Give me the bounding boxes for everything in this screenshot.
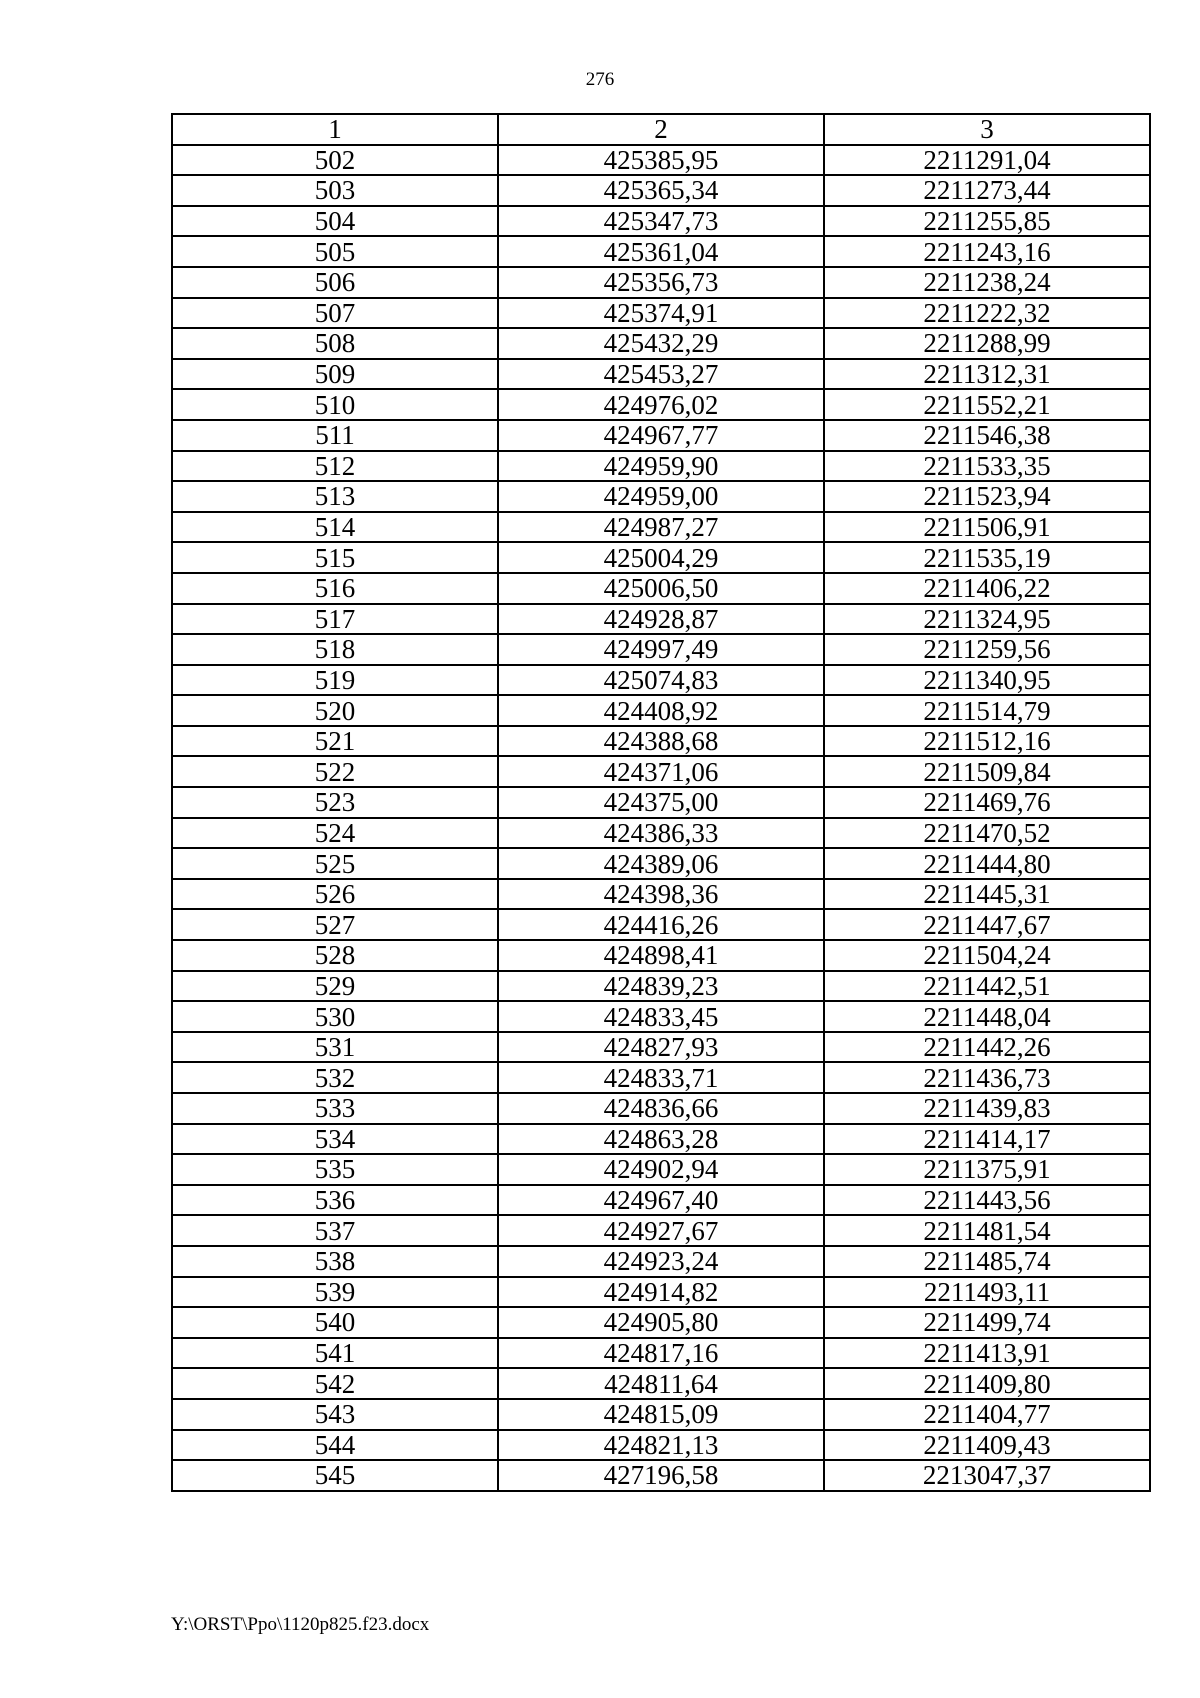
x-coordinate-cell: 425365,34 — [498, 175, 824, 206]
table-row — [172, 695, 1150, 726]
y-coordinate-cell: 2211255,85 — [824, 206, 1150, 237]
table-row — [172, 328, 1150, 359]
y-coordinate-cell: 2211413,91 — [824, 1338, 1150, 1369]
y-coordinate-cell: 2211409,80 — [824, 1368, 1150, 1399]
table-row — [172, 298, 1150, 329]
point-number-cell: 505 — [172, 236, 498, 267]
point-number-cell: 536 — [172, 1185, 498, 1216]
point-number-cell: 528 — [172, 940, 498, 971]
point-number-cell: 522 — [172, 756, 498, 787]
point-number-cell: 506 — [172, 267, 498, 298]
y-coordinate-cell: 2211469,76 — [824, 787, 1150, 818]
x-coordinate-cell: 424905,80 — [498, 1307, 824, 1338]
point-number-cell: 509 — [172, 359, 498, 390]
point-number-cell: 507 — [172, 298, 498, 329]
point-number-cell: 529 — [172, 971, 498, 1002]
x-coordinate-cell: 424815,09 — [498, 1399, 824, 1430]
table-row — [172, 206, 1150, 237]
y-coordinate-cell: 2211259,56 — [824, 634, 1150, 665]
y-coordinate-cell: 2211406,22 — [824, 573, 1150, 604]
y-coordinate-cell: 2211535,19 — [824, 542, 1150, 573]
table-row — [172, 634, 1150, 665]
table-row — [172, 1277, 1150, 1308]
table-row — [172, 909, 1150, 940]
table-row — [172, 818, 1150, 849]
y-coordinate-cell: 2211481,54 — [824, 1215, 1150, 1246]
point-number-cell: 508 — [172, 328, 498, 359]
table-row — [172, 1399, 1150, 1430]
point-number-cell: 524 — [172, 818, 498, 849]
y-coordinate-cell: 2211243,16 — [824, 236, 1150, 267]
x-coordinate-cell: 425004,29 — [498, 542, 824, 573]
point-number-cell: 526 — [172, 879, 498, 910]
y-coordinate-cell: 2211448,04 — [824, 1001, 1150, 1032]
point-number-cell: 518 — [172, 634, 498, 665]
point-number-cell: 521 — [172, 726, 498, 757]
table-row — [172, 756, 1150, 787]
y-coordinate-cell: 2211222,32 — [824, 298, 1150, 329]
table-row — [172, 359, 1150, 390]
x-coordinate-cell: 424976,02 — [498, 389, 824, 420]
y-coordinate-cell: 2211288,99 — [824, 328, 1150, 359]
table-row — [172, 787, 1150, 818]
y-coordinate-cell: 2211324,95 — [824, 604, 1150, 635]
x-coordinate-cell: 424914,82 — [498, 1277, 824, 1308]
table-row — [172, 726, 1150, 757]
point-number-cell: 523 — [172, 787, 498, 818]
table-row — [172, 267, 1150, 298]
x-coordinate-cell: 424398,36 — [498, 879, 824, 910]
point-number-cell: 535 — [172, 1154, 498, 1185]
x-coordinate-cell: 424923,24 — [498, 1246, 824, 1277]
y-coordinate-cell: 2211533,35 — [824, 451, 1150, 482]
y-coordinate-cell: 2211523,94 — [824, 481, 1150, 512]
x-coordinate-cell: 424959,00 — [498, 481, 824, 512]
x-coordinate-cell: 425385,95 — [498, 145, 824, 176]
point-number-cell: 533 — [172, 1093, 498, 1124]
x-coordinate-cell: 427196,58 — [498, 1460, 824, 1491]
point-number-cell: 512 — [172, 451, 498, 482]
table-row — [172, 940, 1150, 971]
point-number-cell: 516 — [172, 573, 498, 604]
table-row — [172, 879, 1150, 910]
point-number-cell: 520 — [172, 695, 498, 726]
column-header-3: 3 — [824, 114, 1150, 145]
y-coordinate-cell: 2211409,43 — [824, 1430, 1150, 1461]
x-coordinate-cell: 424375,00 — [498, 787, 824, 818]
x-coordinate-cell: 424967,77 — [498, 420, 824, 451]
table-row — [172, 1124, 1150, 1155]
y-coordinate-cell: 2211504,24 — [824, 940, 1150, 971]
table-row — [172, 1368, 1150, 1399]
y-coordinate-cell: 2211375,91 — [824, 1154, 1150, 1185]
table-row — [172, 1215, 1150, 1246]
point-number-cell: 519 — [172, 665, 498, 696]
y-coordinate-cell: 2211442,26 — [824, 1032, 1150, 1063]
y-coordinate-cell: 2211340,95 — [824, 665, 1150, 696]
x-coordinate-cell: 424987,27 — [498, 512, 824, 543]
point-number-cell: 503 — [172, 175, 498, 206]
y-coordinate-cell: 2211447,67 — [824, 909, 1150, 940]
point-number-cell: 532 — [172, 1062, 498, 1093]
x-coordinate-cell: 424821,13 — [498, 1430, 824, 1461]
y-coordinate-cell: 2211273,44 — [824, 175, 1150, 206]
x-coordinate-cell: 424927,67 — [498, 1215, 824, 1246]
x-coordinate-cell: 424833,71 — [498, 1062, 824, 1093]
x-coordinate-cell: 425361,04 — [498, 236, 824, 267]
table-row — [172, 1307, 1150, 1338]
table-row — [172, 145, 1150, 176]
x-coordinate-cell: 425356,73 — [498, 267, 824, 298]
y-coordinate-cell: 2211442,51 — [824, 971, 1150, 1002]
point-number-cell: 530 — [172, 1001, 498, 1032]
point-number-cell: 543 — [172, 1399, 498, 1430]
x-coordinate-cell: 424967,40 — [498, 1185, 824, 1216]
point-number-cell: 538 — [172, 1246, 498, 1277]
point-number-cell: 534 — [172, 1124, 498, 1155]
table-row — [172, 451, 1150, 482]
table-row — [172, 236, 1150, 267]
point-number-cell: 527 — [172, 909, 498, 940]
table-row — [172, 665, 1150, 696]
point-number-cell: 545 — [172, 1460, 498, 1491]
y-coordinate-cell: 2211493,11 — [824, 1277, 1150, 1308]
point-number-cell: 504 — [172, 206, 498, 237]
x-coordinate-cell: 424997,49 — [498, 634, 824, 665]
y-coordinate-cell: 2211443,56 — [824, 1185, 1150, 1216]
y-coordinate-cell: 2211291,04 — [824, 145, 1150, 176]
x-coordinate-cell: 424408,92 — [498, 695, 824, 726]
y-coordinate-cell: 2211506,91 — [824, 512, 1150, 543]
x-coordinate-cell: 424388,68 — [498, 726, 824, 757]
table-row — [172, 1093, 1150, 1124]
x-coordinate-cell: 424839,23 — [498, 971, 824, 1002]
x-coordinate-cell: 424827,93 — [498, 1032, 824, 1063]
point-number-cell: 541 — [172, 1338, 498, 1369]
x-coordinate-cell: 424959,90 — [498, 451, 824, 482]
y-coordinate-cell: 2211470,52 — [824, 818, 1150, 849]
y-coordinate-cell: 2211404,77 — [824, 1399, 1150, 1430]
point-number-cell: 513 — [172, 481, 498, 512]
x-coordinate-cell: 425453,27 — [498, 359, 824, 390]
table-row — [172, 481, 1150, 512]
x-coordinate-cell: 425374,91 — [498, 298, 824, 329]
table-row — [172, 512, 1150, 543]
table-row — [172, 175, 1150, 206]
point-number-cell: 531 — [172, 1032, 498, 1063]
y-coordinate-cell: 2211546,38 — [824, 420, 1150, 451]
point-number-cell: 537 — [172, 1215, 498, 1246]
x-coordinate-cell: 424389,06 — [498, 848, 824, 879]
x-coordinate-cell: 424386,33 — [498, 818, 824, 849]
y-coordinate-cell: 2211414,17 — [824, 1124, 1150, 1155]
x-coordinate-cell: 424416,26 — [498, 909, 824, 940]
y-coordinate-cell: 2211485,74 — [824, 1246, 1150, 1277]
table-row — [172, 1154, 1150, 1185]
table-row — [172, 1246, 1150, 1277]
table-row — [172, 1185, 1150, 1216]
table-row — [172, 420, 1150, 451]
x-coordinate-cell: 425432,29 — [498, 328, 824, 359]
y-coordinate-cell: 2211552,21 — [824, 389, 1150, 420]
y-coordinate-cell: 2211436,73 — [824, 1062, 1150, 1093]
table-row — [172, 604, 1150, 635]
x-coordinate-cell: 424902,94 — [498, 1154, 824, 1185]
table-row — [172, 1460, 1150, 1491]
table-row — [172, 1338, 1150, 1369]
y-coordinate-cell: 2211445,31 — [824, 879, 1150, 910]
table-row — [172, 1032, 1150, 1063]
point-number-cell: 510 — [172, 389, 498, 420]
point-number-cell: 514 — [172, 512, 498, 543]
x-coordinate-cell: 424811,64 — [498, 1368, 824, 1399]
x-coordinate-cell: 424898,41 — [498, 940, 824, 971]
point-number-cell: 539 — [172, 1277, 498, 1308]
x-coordinate-cell: 424833,45 — [498, 1001, 824, 1032]
x-coordinate-cell: 425347,73 — [498, 206, 824, 237]
point-number-cell: 544 — [172, 1430, 498, 1461]
x-coordinate-cell: 424371,06 — [498, 756, 824, 787]
point-number-cell: 502 — [172, 145, 498, 176]
table-row — [172, 971, 1150, 1002]
y-coordinate-cell: 2211512,16 — [824, 726, 1150, 757]
table-row — [172, 1001, 1150, 1032]
table-header-row — [172, 114, 1150, 145]
table-row — [172, 542, 1150, 573]
x-coordinate-cell: 424928,87 — [498, 604, 824, 635]
point-number-cell: 517 — [172, 604, 498, 635]
point-number-cell: 542 — [172, 1368, 498, 1399]
y-coordinate-cell: 2211238,24 — [824, 267, 1150, 298]
x-coordinate-cell: 424836,66 — [498, 1093, 824, 1124]
y-coordinate-cell: 2211439,83 — [824, 1093, 1150, 1124]
point-number-cell: 540 — [172, 1307, 498, 1338]
coordinates-table — [171, 113, 1151, 1492]
x-coordinate-cell: 424863,28 — [498, 1124, 824, 1155]
coordinates-table-body — [172, 114, 1150, 1491]
y-coordinate-cell: 2211499,74 — [824, 1307, 1150, 1338]
x-coordinate-cell: 425006,50 — [498, 573, 824, 604]
x-coordinate-cell: 424817,16 — [498, 1338, 824, 1369]
table-row — [172, 389, 1150, 420]
table-row — [172, 1062, 1150, 1093]
page-number: 276 — [585, 69, 615, 90]
y-coordinate-cell: 2211312,31 — [824, 359, 1150, 390]
point-number-cell: 511 — [172, 420, 498, 451]
y-coordinate-cell: 2211444,80 — [824, 848, 1150, 879]
table-row — [172, 848, 1150, 879]
x-coordinate-cell: 425074,83 — [498, 665, 824, 696]
point-number-cell: 525 — [172, 848, 498, 879]
table-row — [172, 573, 1150, 604]
y-coordinate-cell: 2211509,84 — [824, 756, 1150, 787]
point-number-cell: 515 — [172, 542, 498, 573]
y-coordinate-cell: 2213047,37 — [824, 1460, 1150, 1491]
footer-file-path: Y:\ORST\Ppo\1120p825.f23.docx — [171, 1614, 430, 1635]
table-row — [172, 1430, 1150, 1461]
y-coordinate-cell: 2211514,79 — [824, 695, 1150, 726]
column-header-1: 1 — [172, 114, 498, 145]
column-header-2: 2 — [498, 114, 824, 145]
